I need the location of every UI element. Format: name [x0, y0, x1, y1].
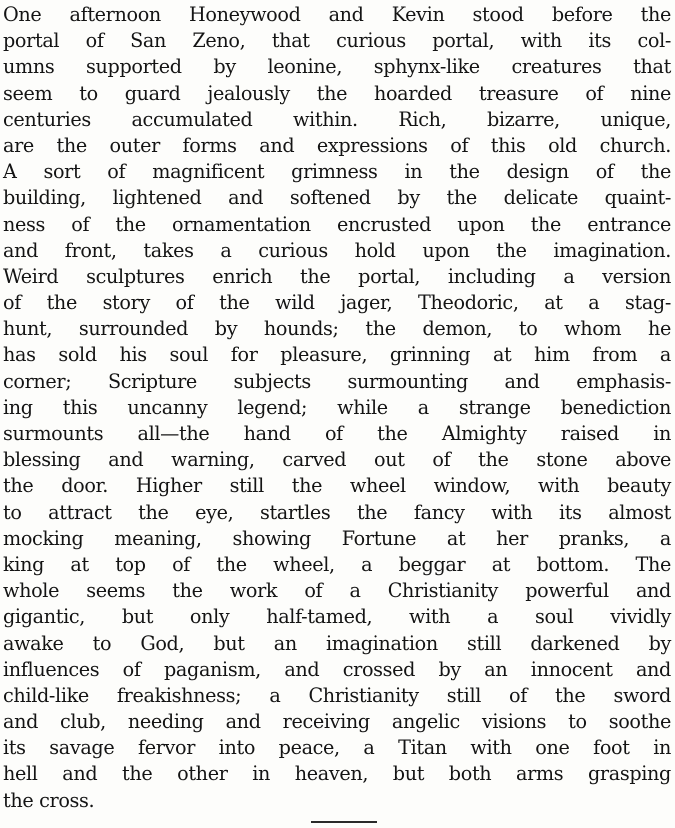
article-paragraph [3, 2, 671, 814]
text-line: hunt, surrounded by hounds; the demon, to whom he [3, 317, 671, 341]
text-line: ing this uncanny legend; while a strange benediction [3, 395, 671, 419]
text-line: are the outer forms and expressions of this old church. [3, 133, 671, 157]
text-line: king at top of the wheel, a beggar at bottom. The [3, 552, 671, 576]
section-end-rule [311, 821, 377, 823]
text-line: hell and the other in heaven, but both arms grasping [3, 762, 671, 786]
text-line: Weird sculptures enrich the portal, including a version [3, 264, 671, 288]
text-line: its savage fervor into peace, a Titan with one foot in [3, 736, 671, 760]
text-line: mocking meaning, showing Fortune at her pranks, a [3, 526, 671, 550]
text-line: gigantic, but only half-tamed, with a soul vividly [3, 605, 671, 629]
text-line: the cross. [3, 788, 95, 812]
text-line: and club, needing and receiving angelic visions to soothe [3, 710, 671, 734]
text-line: the door. Higher still the wheel window, with beauty [3, 474, 671, 498]
text-line: surmounts all—the hand of the Almighty raised in [3, 422, 671, 445]
text-line: blessing and warning, carved out of the stone above [3, 448, 671, 472]
text-line: ness of the ornamentation encrusted upon the entrance [3, 212, 671, 236]
text-line: whole seems the work of a Christianity powerful and [3, 579, 671, 603]
text-line: has sold his soul for pleasure, grinning at him from a [3, 343, 671, 367]
text-line: centuries accumulated within. Rich, bizarre, unique, [3, 107, 671, 131]
text-line: seem to guard jealously the hoarded treasure of nine [3, 81, 671, 105]
text-line: to attract the eye, startles the fancy with its almost [3, 500, 671, 524]
text-line: and front, takes a curious hold upon the imagination. [3, 238, 671, 262]
text-line: of the story of the wild jager, Theodoric, at a stag- [3, 291, 671, 315]
text-line: child-like freakishness; a Christianity still of the sword [3, 683, 671, 707]
text-line: One afternoon Honeywood and Kevin stood before the [3, 3, 671, 26]
text-line: corner; Scripture subjects surmounting and emphasis- [3, 369, 671, 393]
text-line: umns supported by leonine, sphynx-like creatures that [3, 55, 671, 79]
text-line: portal of San Zeno, that curious portal, with its col- [3, 29, 671, 53]
text-line: awake to God, but an imagination still darkened by [3, 631, 671, 655]
text-line: building, lightened and softened by the delicate quaint- [3, 186, 671, 210]
text-line: influences of paganism, and crossed by an innocent and [3, 657, 671, 681]
text-line: A sort of magnificent grimness in the design of the [3, 160, 671, 184]
